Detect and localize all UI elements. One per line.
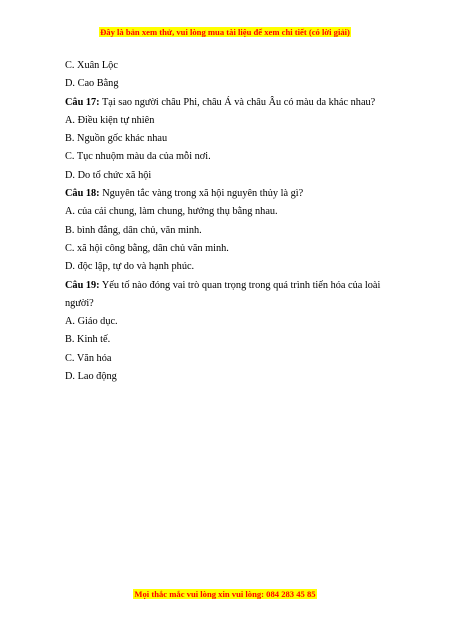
q18-option-a: A. của cải chung, làm chung, hưởng thụ bằng nhau. (65, 206, 278, 218)
question-18-label: Câu 18: (65, 188, 100, 200)
question-17 (65, 94, 410, 112)
q17-option-d: D. Do tổ chức xã hội (65, 169, 152, 181)
option-prev-d: D. Cao Bằng (65, 78, 119, 90)
question-17-label: Câu 17: (65, 96, 100, 108)
question-19-text: Yếu tố nào đóng vai trò quan trọng trong quá trình tiến hóa của loài người? (65, 279, 381, 309)
document-body (65, 57, 410, 386)
contact-notice-banner (0, 589, 450, 600)
question-17-text: Tại sao người châu Phi, châu Á và châu Âu có màu da khác nhau? (99, 96, 376, 108)
question-18-text: Nguyên tắc vàng trong xã hội nguyên thủy là gì? (99, 188, 304, 200)
q19-option-b: B. Kinh tế. (65, 334, 111, 346)
q19-option-c: C. Văn hóa (65, 352, 112, 364)
q18-option-d: D. độc lập, tự do và hạnh phúc. (65, 261, 195, 273)
question-18 (65, 185, 410, 203)
preview-notice-banner (0, 27, 450, 38)
question-19-label: Câu 19: (65, 279, 100, 291)
preview-notice-text: Đây là bản xem thử, vui lòng mua tài liệu để xem chi tiết (có lời giải) (100, 27, 350, 37)
contact-notice-text: Mọi thắc mắc vui lòng xin vui lòng: 084 283 45 85 (134, 589, 316, 599)
q18-option-b: B. bình đẳng, dân chủ, văn minh. (65, 224, 202, 236)
q19-option-d: D. Lao động (65, 371, 117, 383)
q19-option-a: A. Giáo dục. (65, 316, 118, 328)
q17-option-a: A. Điều kiện tự nhiên (65, 114, 155, 126)
q17-option-b: B. Nguồn gốc khác nhau (65, 133, 168, 145)
q18-option-c: C. xã hội công bằng, dân chủ văn minh. (65, 242, 229, 254)
q17-option-c: C. Tục nhuộm màu da của mỗi nơi. (65, 151, 211, 163)
question-19 (65, 277, 410, 314)
option-prev-c: C. Xuân Lộc (65, 60, 118, 71)
